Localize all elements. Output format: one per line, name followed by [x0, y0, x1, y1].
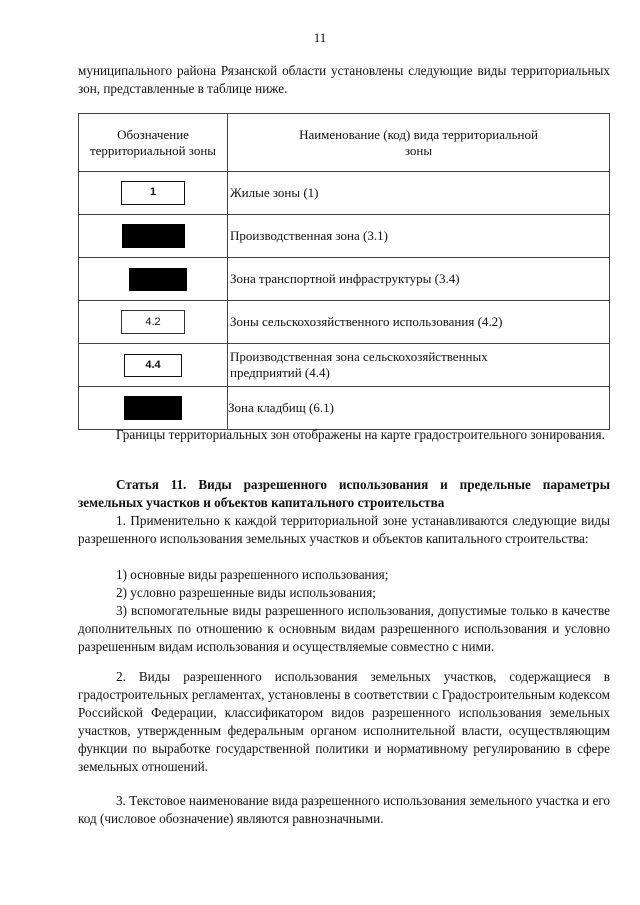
zones-table: [78, 113, 610, 430]
list-item: 2) условно разрешенные виды использования;: [116, 585, 376, 600]
zone-symbol-4-4: 4.4: [124, 354, 182, 377]
intro-paragraph: муниципального района Рязанской области установлены следующие виды территориальных зон, представленные в таблице ниже.: [78, 63, 610, 96]
list-item: 1) основные виды разрешенного использования;: [116, 567, 389, 582]
paragraph-2: 2. Виды разрешенного использования земельных участков, содержащиеся в градостроительных регламентах, установлены в соответствии с Градостроительным кодексом Российской Федерации, классификатором видов разрешенного использования земельных участков, утвержденным федеральным органом исполнительной власти, осуществляющим функции по выработке государственной политики и нормативному регулированию в сфере земельных отношений.: [78, 669, 610, 774]
zone-name: Зоны сельскохозяйственного использования (4.2): [228, 301, 610, 344]
zone-name: Зона транспортной инфраструктуры (3.4): [228, 258, 610, 301]
zone-name: Производственная зона (3.1): [228, 215, 610, 258]
zone-name: Зона кладбищ (6.1): [228, 387, 610, 430]
zone-symbol-6-1: [124, 396, 182, 420]
boundaries-paragraph: Границы территориальных зон отображены на карте градостроительного зонирования.: [116, 427, 605, 442]
zone-symbol-3-4: [129, 268, 187, 291]
table-row: [79, 172, 610, 215]
table-row: [79, 344, 610, 387]
paragraph-3: 3. Текстовое наименование вида разрешенного использования земельного участка и его код (числовое обозначение) являются равнозначными.: [78, 793, 610, 826]
list-item: 3) вспомогательные виды разрешенного использования, допустимые только в качестве дополнительных по отношению к основным видам разрешенного использования и условно разрешенным видам использования и осуществляемые совместно с ними.: [78, 603, 610, 654]
table-row: [79, 215, 610, 258]
zone-symbol-3-1: [122, 224, 185, 248]
zone-symbol-cell: [79, 215, 228, 258]
table-row: [79, 387, 610, 430]
zone-symbol-cell: [79, 258, 228, 301]
table-header-row: [79, 114, 610, 172]
zone-symbol-cell: [79, 387, 228, 430]
table-row: [79, 301, 610, 344]
header-name: Наименование (код) вида территориальной зоны: [228, 114, 610, 172]
zone-symbol-1: 1: [121, 181, 185, 205]
zone-name: Производственная зона сельскохозяйственных предприятий (4.4): [228, 344, 610, 387]
zone-symbol-4-2: 4.2: [121, 310, 185, 334]
page-number: 11: [313, 30, 327, 45]
header-symbol: Обозначение территориальной зоны: [79, 114, 228, 172]
zone-symbol-cell: [79, 301, 228, 344]
zone-symbol-cell: [79, 344, 228, 387]
article-heading: Статья 11. Виды разрешенного использования и предельные параметры земельных участков и объектов капитального строительства: [78, 477, 610, 510]
table-row: [79, 258, 610, 301]
paragraph-1: 1. Применительно к каждой территориальной зоне устанавливаются следующие виды разрешенного использования земельных участков и объектов капитального строительства:: [78, 513, 610, 546]
zone-name: Жилые зоны (1): [228, 172, 610, 215]
zone-symbol-cell: [79, 172, 228, 215]
